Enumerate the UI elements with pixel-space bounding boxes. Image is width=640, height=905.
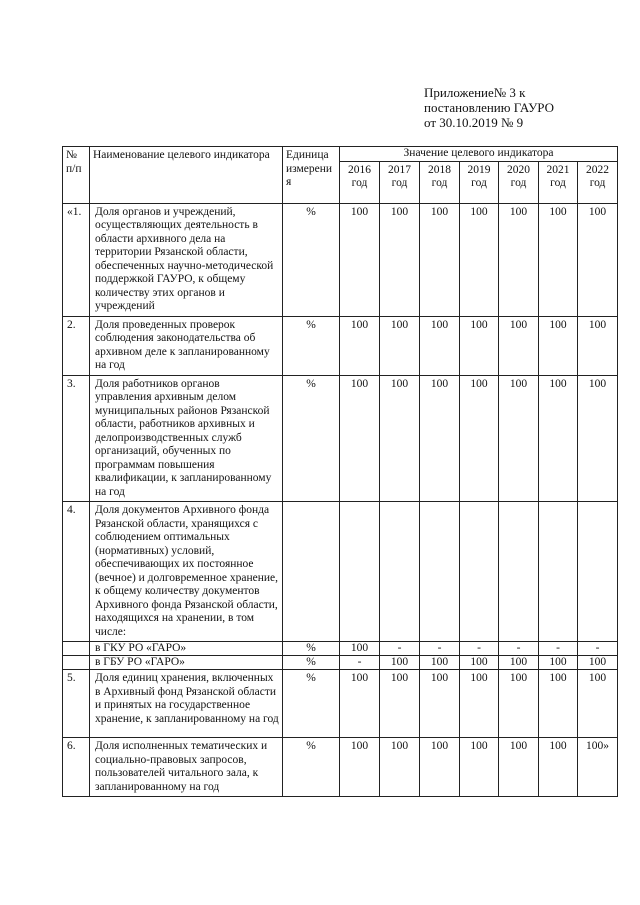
row-number: 6. [63,738,90,797]
value-cell: 100 [578,656,618,670]
value-cell: 100 [340,642,380,656]
value-cell: 100 [460,203,499,316]
indicator-name: Доля документов Архивного фонда Рязанской области, хранящихся с соблюдением оптимальных (нормативных) условий, обеспечивающих их постоянное (вечное) и долговременное хранение, к общему количеству документов Архивного фонда Рязанской области, находящихся на хранении, в том числе: [90,502,283,642]
value-cell: 100 [499,203,539,316]
value-cell: 100 [340,738,380,797]
value-cell: 100 [420,656,460,670]
value-cell [460,502,499,642]
header-year-0: 2016 год [340,161,380,203]
value-cell: 100 [578,316,618,375]
value-cell: 100 [380,656,420,670]
table-row [63,203,618,316]
value-cell: 100 [460,670,499,738]
value-cell [539,502,578,642]
value-cell [578,502,618,642]
header-name: Наименование целевого индикатора [90,147,283,204]
unit-cell: % [283,375,340,502]
value-cell: 100 [460,738,499,797]
value-cell [499,502,539,642]
appendix-header [424,85,554,130]
value-cell: 100 [499,670,539,738]
header-unit: Единица измерения [283,147,340,204]
row-number: 2. [63,316,90,375]
value-cell: 100 [499,375,539,502]
unit-cell: % [283,670,340,738]
value-cell: 100 [340,375,380,502]
value-cell: 100 [578,375,618,502]
value-cell: 100 [578,670,618,738]
value-cell: 100 [499,316,539,375]
value-cell [420,502,460,642]
row-number: 5. [63,670,90,738]
table-row [63,738,618,797]
value-cell: - [460,642,499,656]
value-cell: 100 [340,316,380,375]
value-cell: 100 [460,375,499,502]
value-cell: 100 [420,203,460,316]
value-cell: - [380,642,420,656]
row-number: 3. [63,375,90,502]
unit-cell [283,502,340,642]
value-cell: - [420,642,460,656]
value-cell [340,502,380,642]
row-number: «1. [63,203,90,316]
indicator-name: Доля работников органов управления архивным делом муниципальных районов Рязанской области, работников архивных и делопроизводственных служб организаций, обученных по программам повышения квалификации, к запланированному на год [90,375,283,502]
row-number [63,642,90,656]
indicator-name: Доля проведенных проверок соблюдения законодательства об архивном деле к запланированному на год [90,316,283,375]
table-row [63,656,618,670]
header-year-3: 2019 год [460,161,499,203]
value-cell: 100 [499,656,539,670]
header-value-group: Значение целевого индикатора [340,147,618,162]
value-cell [380,502,420,642]
header-num: № п/п [63,147,90,204]
unit-cell: % [283,642,340,656]
value-cell: 100 [539,203,578,316]
value-cell: 100 [539,656,578,670]
unit-cell: % [283,203,340,316]
value-cell: 100 [420,375,460,502]
table-row [63,502,618,642]
table-row [63,316,618,375]
value-cell: 100 [380,375,420,502]
header-year-6: 2022 год [578,161,618,203]
value-cell: 100 [380,738,420,797]
unit-cell: % [283,316,340,375]
table-row [63,642,618,656]
value-cell: 100 [380,203,420,316]
value-cell: 100 [420,316,460,375]
value-cell: 100 [460,656,499,670]
value-cell: - [499,642,539,656]
value-cell: 100 [539,316,578,375]
indicator-table [62,146,618,797]
value-cell: 100 [460,316,499,375]
value-cell: 100 [420,670,460,738]
value-cell: - [539,642,578,656]
value-cell: 100 [380,670,420,738]
header-year-1: 2017 год [380,161,420,203]
row-number: 4. [63,502,90,642]
value-cell: - [340,656,380,670]
table-row [63,375,618,502]
value-cell: 100 [539,670,578,738]
unit-cell: % [283,656,340,670]
table-row [63,670,618,738]
value-cell: 100 [578,203,618,316]
header-year-2: 2018 год [420,161,460,203]
value-cell: - [578,642,618,656]
appendix-line-1: Приложение№ 3 к [424,85,526,100]
value-cell: 100 [539,375,578,502]
value-cell: 100 [340,670,380,738]
indicator-name: Доля единиц хранения, включенных в Архивный фонд Рязанской области и принятых на государственное хранение, к запланированному на год [90,670,283,738]
indicator-name: в ГБУ РО «ГАРО» [90,656,283,670]
header-year-5: 2021 год [539,161,578,203]
indicator-name: Доля органов и учреждений, осуществляющих деятельность в области архивного дела на территории Рязанской области, обеспеченных научно-методической поддержкой ГАУРО, к общему количеству этих органов и учреждений [90,203,283,316]
appendix-line-3: от 30.10.2019 № 9 [424,115,524,130]
value-cell: 100 [340,203,380,316]
value-cell: 100 [499,738,539,797]
value-cell: 100 [380,316,420,375]
header-year-4: 2020 год [499,161,539,203]
indicator-name: Доля исполненных тематических и социально-правовых запросов, пользователей читального зала, к запланированному на год [90,738,283,797]
indicator-name: в ГКУ РО «ГАРО» [90,642,283,656]
appendix-line-2: постановлению ГАУРО [424,100,555,115]
row-number [63,656,90,670]
value-cell: 100 [420,738,460,797]
value-cell: 100» [578,738,618,797]
unit-cell: % [283,738,340,797]
value-cell: 100 [539,738,578,797]
